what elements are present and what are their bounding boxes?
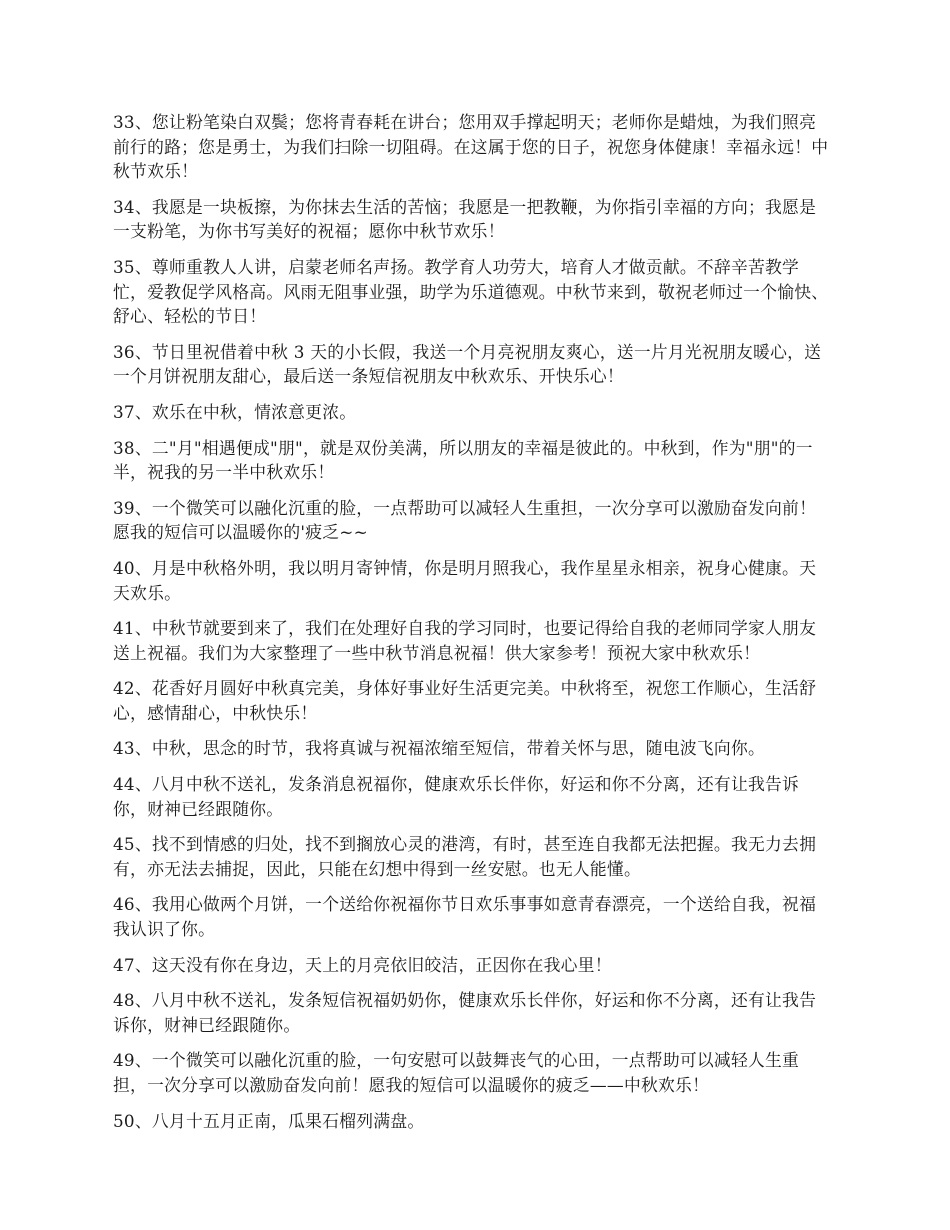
paragraph-35: 35、尊师重教人人讲，启蒙老师名声扬。教学育人功劳大，培育人才做贡献。不辞辛苦教学忙，爱教促学风格高。风雨无阻事业强，助学为乐道德观。中秋节来到，敬祝老师过一个愉快、舒心、轻松的节日！ — [113, 256, 829, 327]
paragraph-45: 45、找不到情感的归处，找不到搁放心灵的港湾，有时，甚至连自我都无法把握。我无力去拥有，亦无法去捕捉，因此，只能在幻想中得到一丝安慰。也无人能懂。 — [113, 834, 817, 879]
paragraph-50: 50、八月十五月正南，瓜果石榴列满盘。 — [113, 1110, 425, 1131]
paragraph-33: 33、您让粉笔染白双鬓；您将青春耗在讲台；您用双手撑起明天；老师你是蜡烛，为我们照亮前行的路；您是勇士，为我们扫除一切阻碍。在这属于您的日子，祝您身体健康！幸福永远！中秋节欢乐！ — [113, 112, 829, 182]
paragraph-43: 43、中秋，思念的时节，我将真诚与祝福浓缩至短信，带着关怀与思，随电波飞向你。 — [113, 738, 766, 759]
paragraph-40: 40、月是中秋格外明，我以明月寄钟情，你是明月照我心，我作星星永相亲，祝身心健康。天天欢乐。 — [113, 557, 817, 603]
paragraph-46: 46、我用心做两个月饼，一个送给你祝福你节日欢乐事事如意青春漂亮，一个送给自我，祝福我认识了你。 — [113, 894, 817, 940]
paragraph-48: 48、八月中秋不送礼，发条短信祝福奶奶你，健康欢乐长伴你，好运和你不分离，还有让我告诉你，财神已经跟随你。 — [113, 990, 817, 1035]
paragraph-44: 44、八月中秋不送礼，发条消息祝福你，健康欢乐长伴你，好运和你不分离，还有让我告诉你，财神已经跟随你。 — [113, 774, 800, 819]
paragraph-37: 37、欢乐在中秋，情浓意更浓。 — [113, 401, 357, 422]
paragraph-36: 36、节日里祝借着中秋 3 天的小长假，我送一个月亮祝朋友爽心，送一片月光祝朋友暖心，送一个月饼祝朋友甜心，最后送一条短信祝朋友中秋欢乐、开快乐心！ — [113, 341, 822, 387]
paragraph-49: 49、一个微笑可以融化沉重的脸，一句安慰可以鼓舞丧气的心田，一点帮助可以减轻人生重担，一次分享可以激励奋发向前！愿我的短信可以温暖你的疲乏——中秋欢乐！ — [113, 1050, 800, 1095]
paragraph-34: 34、我愿是一块板擦，为你抹去生活的苦恼；我愿是一把教鞭，为你指引幸福的方向；我愿是一支粉笔，为你书写美好的祝福；愿你中秋节欢乐！ — [113, 196, 817, 242]
paragraph-47: 47、这天没有你在身边，天上的月亮依旧皎洁，正因你在我心里！ — [113, 954, 612, 975]
paragraph-39: 39、一个微笑可以融化沉重的脸，一点帮助可以减轻人生重担，一次分享可以激励奋发向前！愿我的短信可以温暖你的'疲乏~~ — [113, 497, 817, 543]
document-page — [113, 110, 831, 1144]
paragraph-38: 38、二"月"相遇便成"朋"，就是双份美满，所以朋友的幸福是彼此的。中秋到，作为"朋"的一半，祝我的另一半中秋欢乐！ — [113, 437, 813, 483]
paragraph-41: 41、中秋节就要到来了，我们在处理好自我的学习同时，也要记得给自我的老师同学家人朋友送上祝福。我们为大家整理了一些中秋节消息祝福！供大家参考！预祝大家中秋欢乐！ — [113, 618, 817, 663]
paragraph-42: 42、花香好月圆好中秋真完美，身体好事业好生活更完美。中秋将至，祝您工作顺心，生活舒心，感情甜心，中秋快乐！ — [113, 678, 817, 723]
